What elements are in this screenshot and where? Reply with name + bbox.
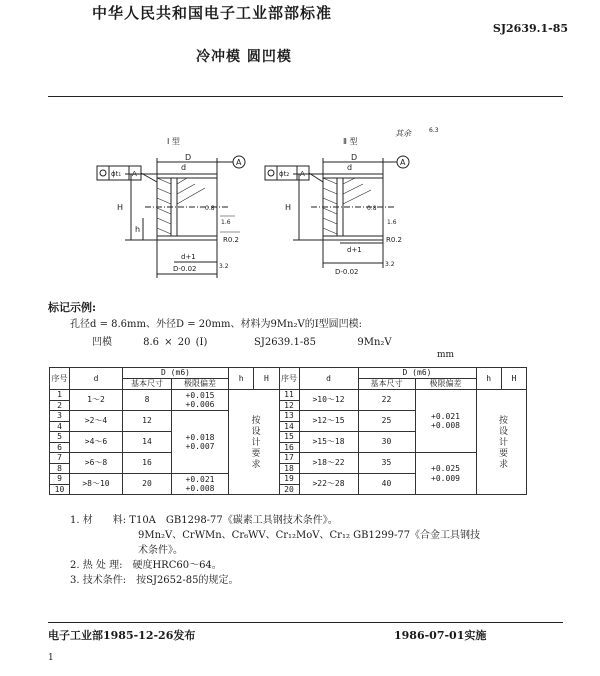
table-row: 1 1～2 8 +0.015 +0.006 按设计要求 11 >10～12 22 +0.021 +0.008 按设计要求 [50, 390, 527, 401]
svg-text:R0.2: R0.2 [386, 236, 402, 244]
svg-text:A: A [300, 170, 305, 178]
table-row: 3 >2～4 12 +0.018 +0.007 13 >12～15 25 [50, 411, 527, 422]
svg-text:ϕt₂: ϕt₂ [279, 170, 290, 178]
table-row: 2 12 [50, 400, 527, 411]
standard-body: 中华人民共和国电子工业部部标准 [92, 4, 333, 22]
svg-text:3.2: 3.2 [385, 261, 395, 268]
svg-text:d+1: d+1 [347, 246, 362, 254]
svg-text:R0.2: R0.2 [223, 236, 239, 244]
page-title: 冷冲模 圆凹模 [196, 49, 292, 65]
svg-text:ϕt₁: ϕt₁ [111, 170, 122, 178]
svg-text:6.3: 6.3 [429, 127, 439, 134]
table-row: 10 20 [50, 484, 527, 495]
notes: 1. 材 料: T10A GB1298-77《碳素工具钢技术条件》。 9Mn₂V、CrWMn、Cr₆WV、Cr₁₂MoV、Cr₁₂ GB1299-77《合金工具钢技 术条件》。 2. 热 处 理: 硬度HRC60～64。 3. 技术条件: 按SJ2652-85的规定。 [70, 515, 481, 586]
table-row: 5 >4～6 14 15 >15～18 30 [50, 432, 527, 443]
example-line-1: 孔径d = 8.6mm、外径D = 20mm、材料为9Mn₂V的Ⅰ型圆凹模: [70, 319, 363, 330]
table-row: 4 14 [50, 421, 527, 432]
svg-text:A: A [236, 158, 242, 167]
svg-text:A: A [132, 170, 137, 178]
svg-text:D: D [351, 153, 358, 162]
example-line-2: 凹模 8.6 × 20 (Ⅰ) SJ2639.1-85 9Mn₂V [92, 337, 392, 348]
svg-text:A: A [400, 158, 406, 167]
top-divider [48, 96, 563, 97]
example-heading: 标记示例: [48, 301, 97, 314]
type2-label: Ⅱ 型 [343, 137, 358, 146]
standard-code: SJ2639.1-85 [492, 22, 568, 35]
svg-text:d+1: d+1 [181, 253, 196, 261]
svg-text:1.6: 1.6 [387, 219, 397, 226]
table-row: 9 >8～10 20 +0.021 +0.008 19 >22～28 40 [50, 474, 527, 485]
svg-text:H: H [285, 203, 292, 212]
type1-label: Ⅰ 型 [167, 137, 180, 146]
svg-text:d: d [181, 163, 187, 172]
unit-label: mm [437, 350, 455, 360]
svg-text:d: d [347, 163, 353, 172]
svg-text:D-0.02: D-0.02 [173, 265, 197, 273]
issued-date: 电子工业部1985-12-26发布 [48, 629, 196, 642]
bottom-divider [48, 622, 563, 623]
spec-table: 序号 d D (m6) h H 序号 d D (m6) h H 基本尺寸 极限偏差 基本尺寸 极限偏差 1 1～2 8 +0.015 +0.006 按设计要求 11 >10～12 22 +0.021 +0.008 按设计要求 2 12 3 >2～4 12 +0.018 +0.007 13 >12～15 25 4 14 5 >4～6 14 15 >15～18 30 6 16 7 >6～8 16 17 >18～22 35 +0.025 +0.009 8 18 9 >8～10 20 +0.021 +0.008 19 >22～28 40 10 20 [49, 367, 527, 495]
table-row: 7 >6～8 16 17 >18～22 35 +0.025 +0.009 [50, 453, 527, 464]
table-row: 6 16 [50, 442, 527, 453]
svg-text:h: h [135, 225, 141, 234]
svg-text:D-0.02: D-0.02 [335, 268, 359, 276]
table-row: 8 18 [50, 463, 527, 474]
svg-text:H: H [117, 203, 124, 212]
svg-text:0.8: 0.8 [367, 205, 377, 212]
svg-text:D: D [185, 153, 192, 162]
svg-text:1.6: 1.6 [221, 219, 231, 226]
effective-date: 1986-07-01实施 [394, 629, 487, 642]
page-number: 1 [48, 653, 54, 663]
svg-text:0.8: 0.8 [205, 205, 215, 212]
surface-note: 其余 [395, 129, 411, 138]
svg-text:3.2: 3.2 [219, 263, 229, 270]
technical-drawing [95, 118, 495, 290]
